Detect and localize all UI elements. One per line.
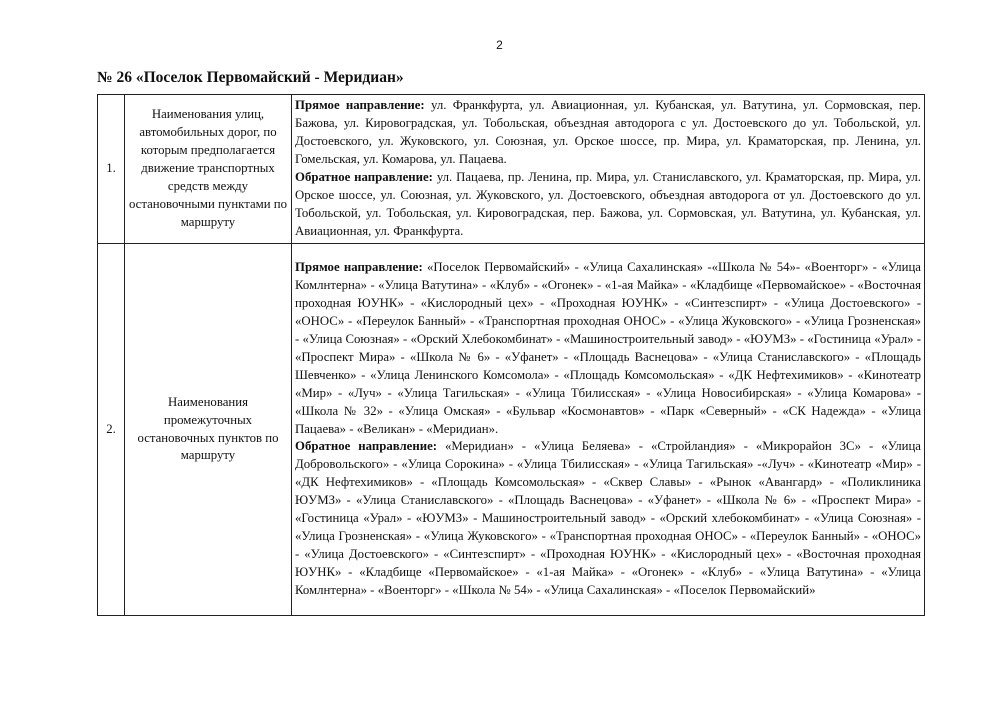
forward-direction-paragraph <box>295 259 921 438</box>
route-table <box>97 94 925 616</box>
forward-direction-label: Прямое направление: <box>295 98 425 113</box>
reverse-direction-label: Обратное направление: <box>295 439 438 454</box>
row-description <box>292 95 925 244</box>
table-row <box>98 244 925 616</box>
reverse-direction-paragraph <box>295 438 921 599</box>
reverse-direction-streets: ул. Пацаева, пр. Ленина, пр. Мира, ул. Станиславского, ул. Краматорская, пр. Мира, ул. Орское шоссе, ул. Союзная, ул. Жуковского, ул. Достоевского, объездная автодорога от ул. Достоевского до ул. Тобольской, ул. Тобольская, ул. Кировоградская, пер. Бажова, ул. Сормовская, ул. Ватутина, ул. Кубанская, ул. Авиационная, ул. Франкфурта. <box>295 170 921 238</box>
row-number: 1. <box>98 95 125 244</box>
reverse-direction-label: Обратное направление: <box>295 170 433 184</box>
route-heading: № 26 «Поселок Первомайский - Меридиан» <box>97 69 404 86</box>
row-title: Наименования промежуточных остановочных пунктов по маршруту <box>125 244 292 616</box>
reverse-direction-stops: «Меридиан» - «Улица Беляева» - «Стройландия» - «Микрорайон 3С» - «Улица Добровольского» - «Улица Сорокина» - «Улица Тбилисская» - «Улица Тагильская» -«Луч» - «Кинотеатр «Мир» - «ДК Нефтехимиков» - «Площадь Комсомольская» - «Сквер Славы» - «Рынок «Авангард» - «Поликлиника ЮУМЗ» - «Улица Станиславского» - «Площадь Васнецова» - «Уфанет» - «Школа № 6» - «Проспект Мира» - «Гостиница «Урал» - «ЮУМЗ» - Машиностроительный завод» - «Орский хлебокомбинат» - «Улица Союзная» - «Улица Грозненская» - «Улица Жуковского» - «Транспортная проходная ОНОС» - «Переулок Банный» - «ОНОС» - «Улица Достоевского» - «Синтезспирт» - «Проходная ЮУНК» - «Кислородный цех» - «Восточная проходная ЮУНК» - «Кладбище «Первомайское» - «1-ая Майка» - «Огонек» - «Клуб» - «Улица Ватутина» - «Улица Комлнтерна» - «Военторг» - «Школа № 54» - «Улица Сахалинская» - «Поселок Первомайский» <box>295 439 921 597</box>
row-description <box>292 244 925 616</box>
row-number: 2. <box>98 244 125 616</box>
page-number: 2 <box>496 38 503 52</box>
row-title: Наименования улиц, автомобильных дорог, по которым предполагается движение транспортных средств между остановочными пунктами по маршруту <box>125 95 292 244</box>
reverse-direction-paragraph <box>295 169 921 241</box>
forward-direction-paragraph <box>295 97 921 169</box>
forward-direction-streets: ул. Франкфурта, ул. Авиационная, ул. Кубанская, ул. Ватутина, ул. Сормовская, пер. Бажова, ул. Кировоградская, ул. Тобольская, объездная автодорога с ул. Достоевского до ул. Тобольской, ул. Достоевского, ул. Жуковского, ул. Союзная, ул. Орское шоссе, пр. Мира, ул. Краматорская, пр. Ленина, ул. Гомельская, ул. Комарова, ул. Пацаева. <box>295 98 921 167</box>
table-row <box>98 95 925 244</box>
forward-direction-label: Прямое направление: <box>295 260 423 275</box>
forward-direction-stops: «Поселок Первомайский» - «Улица Сахалинская» -«Школа № 54»- «Военторг» - «Улица Комлнтерна» - «Улица Ватутина» - «Клуб» - «Огонек» - «1-ая Майка» - «Кладбище «Первомайское» - «Восточная проходная ЮУНК» - «Кислородный цех» - «Проходная ЮУНК» - «Синтезспирт» - «Улица Достоевского» - «ОНОС» - «Переулок Банный» - «Транспортная проходная ОНОС» - «Улица Жуковского» - «Улица Грозненская» - «Улица Союзная» - «Орский Хлебокомбинат» - «Машиностроительный завод» - «ЮУМЗ» - «Гостиница «Урал» - «Проспект Мира» - «Школа № 6» - «Уфанет» - «Площадь Васнецова» - «Улица Станиславского» - «Площадь Шевченко» - «Улица Ленинского Комсомола» - «Площадь Комсомольская» - «ДК Нефтехимиков» - «Кинотеатр «Мир» - «Луч» - «Улица Тагильская» - «Улица Тбилисская» - «Улица Новосибирская» - «Улица Комарова» - «Школа № 32» - «Улица Омская» - «Бульвар «Космонавтов» - «Парк «Северный» - «СК Надежда» - «Улица Пацаева» - «Великан» - «Меридиан». <box>295 260 921 436</box>
